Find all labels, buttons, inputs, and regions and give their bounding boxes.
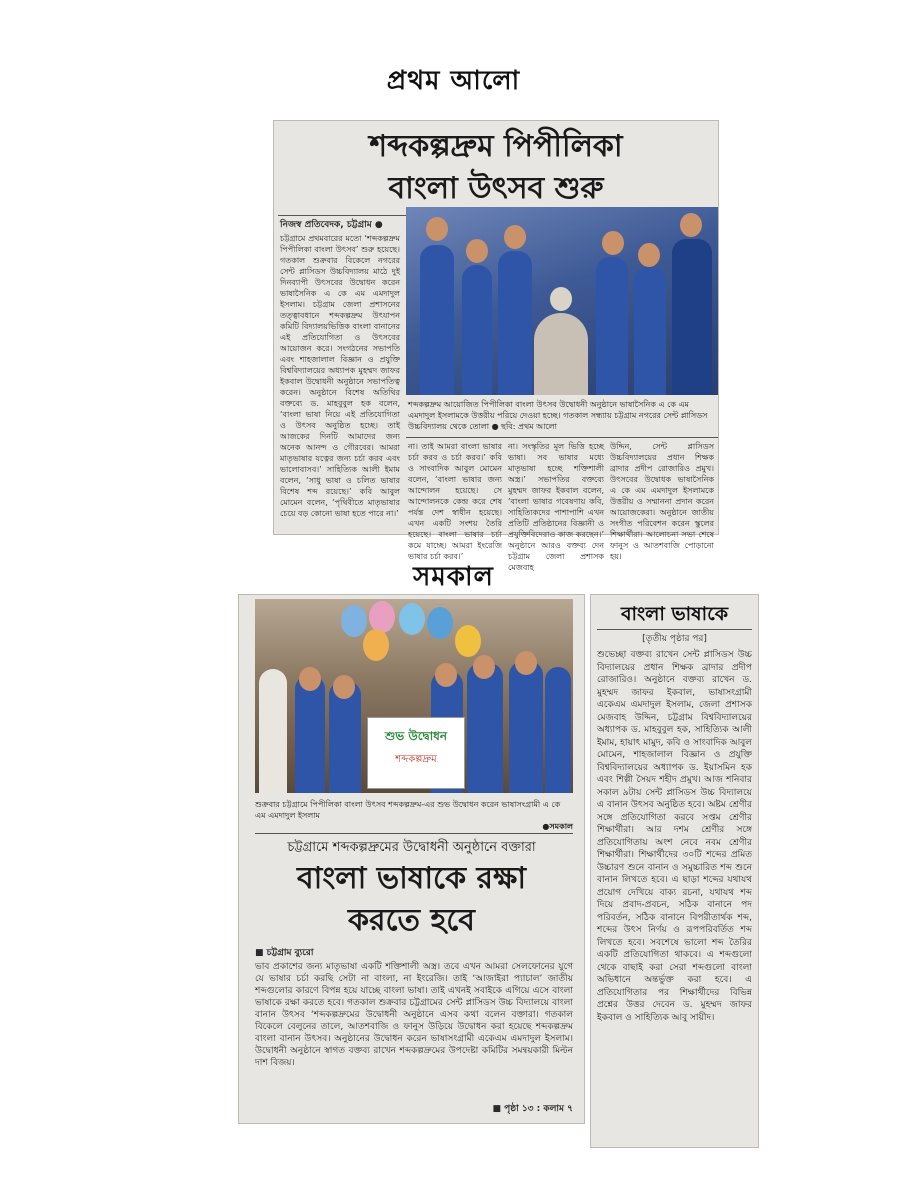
person-figure bbox=[259, 669, 287, 793]
clip1-byline: নিজস্ব প্রতিবেদক, চট্টগ্রাম ● bbox=[280, 220, 383, 230]
person-figure bbox=[509, 661, 543, 793]
clip1-col3: না। সংস্কৃতির মূল ভিত্তি হচ্ছে ভাষা। সব ভাষার মধ্যে মাতৃভাষা হচ্ছে শক্তিশালী অস্ত্র।’ সভাপতির বক্তব্যে মুহম্মদ জাফর ইকবাল বলেন, ‘বাংলা ভাষার গবেষণায় কবি, সাহিত্যিকদের পাশাপাশি এখন প্রতিটি প্রতিষ্ঠানের বিজ্ঞানী ও প্রযুক্তিবিদেরাও কাজ করছেন।’ অনুষ্ঠানে আরও বক্তব্য দেন চট্টগ্রাম জেলা প্রশাসক মেজবাহ bbox=[508, 442, 604, 572]
clip3-divider bbox=[597, 629, 752, 630]
clip2-continuation: ■ পৃষ্ঠা ১৩ : কলাম ৭ bbox=[492, 1104, 573, 1114]
clip1-body-left: চট্টগ্রামে প্রথমবারের মতো ‘শব্দকল্পদ্রুম পিপীলিকা বাংলা উৎসব’ শুরু হয়েছে। গতকাল শুক্রবার বিকেলে নগরের সেন্ট প্লাসিডস উচ্চবিদ্যালয় মাঠে দুই দিনব্যাপী উৎসবের উদ্বোধন করেন ভাষাসৈনিক এ কে এম এমদাদুল ইসলাম। চট্টগ্রাম জেলা প্রশাসনের তত্ত্বাবধানে শব্দকল্পদ্রুম উৎযাপন কমিটি বিদ্যালয়ভিত্তিক বাংলা বানানের এই প্রতিযোগিতা ও উৎসবের আয়োজন করে। সংগঠনের সভাপতি এবং শাহজালাল বিজ্ঞান ও প্রযুক্তি বিশ্ববিদ্যালয়ের অধ্যাপক মুহম্মদ জাফর ইকবাল উদ্বোধনী অনুষ্ঠানে সভাপতিত্ব করেন। অনুষ্ঠানে বিশেষ অতিথির বক্তব্যে ড. মাহবুবুল হক বলেন, ‘বাংলা ভাষা নিয়ে এই প্রতিযোগিতা ও উৎসব অনুষ্ঠিত হচ্ছে। তাই আজকের দিনটি আমাদের জন্য অনেক আনন্দ ও গৌরবের। আমরা মাতৃভাষার যত্নের জন্য চর্চা করব এবং ভালোবাসব।’ সাহিত্যিক আলী ইমাম বলেন, ‘সাধু ভাষা ও চলিত ভাষার বিশেষ শব্দ রয়েছে।’ কবি আবুল মোমেন বলেন, ‘পৃথিবীতে মাতৃভাষার চেয়ে বড় কোনো ভাষা হতে পারে না।’ bbox=[280, 234, 400, 518]
clip1-headline-line2: বাংলা উৎসব শুরু bbox=[388, 171, 604, 206]
inauguration-banner bbox=[367, 717, 465, 789]
person-head bbox=[333, 675, 355, 699]
person-head bbox=[680, 213, 702, 237]
person-head bbox=[515, 651, 537, 675]
clip2-photo-credit: ●সমকাল bbox=[542, 822, 573, 831]
clip2-byline: ■ চট্টগ্রাম ব্যুরো bbox=[255, 948, 314, 958]
balloon bbox=[363, 629, 389, 661]
clip1-photo bbox=[406, 207, 718, 395]
clip2-divider bbox=[255, 833, 573, 834]
balloon bbox=[455, 625, 481, 657]
person-figure bbox=[420, 245, 454, 395]
person-figure bbox=[467, 663, 503, 793]
person-figure bbox=[596, 257, 628, 395]
clip2-headline-line1: বাংলা ভাষাকে রক্ষা bbox=[296, 861, 527, 896]
clip2-photo bbox=[255, 599, 573, 793]
clip2-headline-line2: করতে হবে bbox=[347, 903, 475, 938]
clipping-samakal-continuation bbox=[590, 594, 759, 1148]
clip3-title: বাংলা ভাষাকে bbox=[620, 603, 729, 625]
masthead-prothom-alo: প্রথম আলো bbox=[386, 66, 521, 96]
person-head bbox=[466, 239, 488, 263]
balloon bbox=[427, 607, 453, 639]
person-head bbox=[638, 243, 660, 267]
balloon bbox=[369, 601, 395, 633]
clip1-caption-divider bbox=[406, 437, 718, 438]
seated-guest bbox=[534, 313, 588, 395]
clip3-subtitle: [তৃতীয় পৃষ্ঠার পর] bbox=[642, 634, 707, 644]
person-head bbox=[473, 655, 495, 679]
clip2-photo-caption: শুক্রবার চট্টগ্রামে পিপীলিকা বাংলা উৎসব শব্দকল্পদ্রুম-এর শুভ উদ্বোধন করেন ভাষাসংগ্রামী এ কে এম এমদাদুল ইসলাম bbox=[255, 800, 561, 820]
person-head bbox=[602, 231, 624, 255]
banner-text: শুভ উদ্বোধন bbox=[384, 729, 448, 743]
banner-subtext: শব্দকল্পদ্রুম bbox=[395, 754, 437, 765]
person-head bbox=[299, 667, 321, 691]
person-head bbox=[426, 217, 448, 241]
person-head bbox=[435, 663, 457, 687]
clip1-col4: উদ্দিন, সেন্ট প্লাসিডস উচ্চবিদ্যালয়ের প্রধান শিক্ষক ব্রাদার প্রদীপ রোজারিও প্রমুখ। উৎসবের উদ্বোধক ভাষাসৈনিক এ কে এম এমদাদুল ইসলামকে উত্তরীয় ও সম্মাননা প্রদান করেন আয়োজকেরা। অনুষ্ঠানে জাতীয় সংগীত পরিবেশন করেন স্কুলের শিক্ষার্থীরা। আলোচনা সভা শেষে ফানুস ও আতশবাজি পোড়ানো হয়। bbox=[610, 442, 714, 561]
clip2-body: ভাব প্রকাশের জন্য মাতৃভাষা একটি শক্তিশালী অস্ত্র। তবে এখন আমরা সেলফোনের যুগে যে ভাষার চর্চা করছি সেটা না বাংলা, না ইংরেজি। তাই ‘আজাইরা প্যাচাল’ জাতীয় শব্দগুলোর কারণে বিপন্ন হয়ে যাচ্ছে বাংলা ভাষা। তাই এখনই সবাইকে এগিয়ে এসে বাংলা ভাষাকে রক্ষা করতে হবে। গতকাল শুক্রবার চট্টগ্রামের সেন্ট প্লাসিডস উচ্চ বিদ্যালয়ে বাংলা বানান উৎসব ‘শব্দকল্পদ্রুমের উদ্বোধনী অনুষ্ঠানে এসব কথা বলেন বক্তারা। গতকাল বিকেলে বেলুনের তালে, আতশবাজি ও ফানুস উড়িয়ে উদ্বোধন করা হয়েছে শব্দকল্পদ্রুম বাংলা বানান উৎসব। অনুষ্ঠানের উদ্বোধন করেন ভাষাসংগ্রামী একেএম এমদাদুল ইসলাম। উদ্বোধনী অনুষ্ঠানে স্বাগত বক্তব্য রাখেন শব্দকল্পদ্রুমের উপদেষ্টা কমিটির সমন্বয়কারী মিল্টন দাশ বিজয়। bbox=[255, 962, 573, 1068]
clip1-photo-caption: শব্দকল্পদ্রুম আয়োজিত পিপীলিকা বাংলা উৎসব উদ্বোধনী অনুষ্ঠানে ভাষাসৈনিক এ কে এম এমদাদুল ইসলামকে উত্তরীয় পরিয়ে দেওয়া হচ্ছে। গতকাল সন্ধ্যায় চট্টগ্রাম নগরের সেন্ট প্লাসিডস উচ্চবিদ্যালয় থেকে তোলা ● ছবি: প্রথম আলো bbox=[408, 400, 708, 431]
clip2-kicker: চট্টগ্রামে শব্দকল্পদ্রুমের উদ্বোধনী অনুষ্ঠানে বক্তারা bbox=[287, 840, 536, 855]
clip1-col2: না। তাই আমরা বাংলা ভাষার চর্চা করব ও চর্চা করব।’ কবি ও সাংবাদিক আবুল মোমেন বলেন, ‘বাংলা ভাষার জন্য আন্দোলন হয়েছে। সে আন্দোলনকে কেন্দ্র করে শেষ পর্যন্ত দেশ স্বাধীন হয়েছে। এখন একটি সংশয় তৈরি হয়েছে। বাংলা ভাষার চর্চা কমে যাচ্ছে। আমরা ইংরেজি ভাষার চর্চা করব।’ bbox=[408, 442, 502, 561]
person-figure bbox=[634, 267, 666, 395]
person-figure bbox=[462, 265, 492, 395]
person-head bbox=[504, 225, 526, 249]
clip1-headline-line1: শব্দকল্পদ্রুম পিপীলিকা bbox=[369, 129, 623, 164]
balloon bbox=[341, 605, 367, 637]
clipping-prothom-alo bbox=[273, 120, 719, 572]
person-figure bbox=[672, 239, 712, 395]
clip3-body: শুভেচ্ছা বক্তব্য রাখেন সেন্ট প্লাসিডস উচ্চ বিদ্যালয়ের প্রধান শিক্ষক ব্রাদার প্রদীপ রোজারিও। অনুষ্ঠানে বক্তব্য রাখেন ড. মুহম্মদ জাফর ইকবাল, ভাষাসংগ্রামী একেএম এমদাদুল ইসলাম, জেলা প্রশাসক মেজবাহ উদ্দিন, চট্টগ্রাম বিশ্ববিদ্যালয়ের অধ্যাপক ড. মাহবুবুল হক, সাহিত্যিক আলী ইমাম, হায়াৎ মামুদ, কবি ও সাংবাদিক আবুল মোমেন, শাহজালাল বিজ্ঞান ও প্রযুক্তি বিশ্ববিদ্যালয়ের অধ্যাপক ড. ইয়াসমিন হক এবং শিল্পী সৈয়দ শহীদ প্রমুখ। আজ শনিবার সকাল ৯টায় সেন্ট প্লাসিডস উচ্চ বিদ্যালয়ে এ বানান উৎসব অনুষ্ঠিত হবে। অষ্টম শ্রেণীর সঙ্গে প্রতিযোগিতা করবে সপ্তম শ্রেণীর শিক্ষার্থীরা। আর দশম শ্রেণীর সঙ্গে প্রতিযোগিতায় অংশ নেবে নবম শ্রেণীর শিক্ষার্থীরা। শিক্ষার্থীদের ৩০টি শব্দের প্রমিত উচ্চারণ শুনে বানান ও সমুচ্চারিত শব্দ শুনে বানান লিখতে হবে। এ ছাড়া শব্দের যথাযথ প্রয়োগ দেখিয়ে বাক্য রচনা, যথাযথ শব্দ দিয়ে প্রবাদ-প্রবচন, সঠিক বানানে পদ পরিবর্তন, সঠিক বানানে বিপরীতার্থক শব্দ, শব্দের উৎস নির্ণয় ও রূপপরিবর্তিত শব্দ লিখতে হবে। সবশেষে ভালো শব্দ তৈরির একটি প্রতিযোগিতা থাকবে। এ শব্দগুলো থেকে বাছাই করা সেরা শব্দগুলো বাংলা অভিধানে অন্তর্ভুক্ত করা হবে। এ প্রতিযোগিতার পর শিক্ষার্থীদের বিভিন্ন প্রশ্নের উত্তর দেবেন ড. মুহম্মদ জাফর ইকবাল ও সাহিত্যিক আবু সায়ীদ। bbox=[597, 650, 752, 1023]
person-figure bbox=[498, 251, 532, 395]
clipping-samakal-main bbox=[238, 594, 585, 1124]
masthead-samakal: সমকাল bbox=[413, 562, 494, 592]
person-figure bbox=[545, 667, 571, 793]
balloon bbox=[399, 603, 425, 635]
guest-head bbox=[550, 287, 572, 311]
person-figure bbox=[295, 675, 325, 793]
